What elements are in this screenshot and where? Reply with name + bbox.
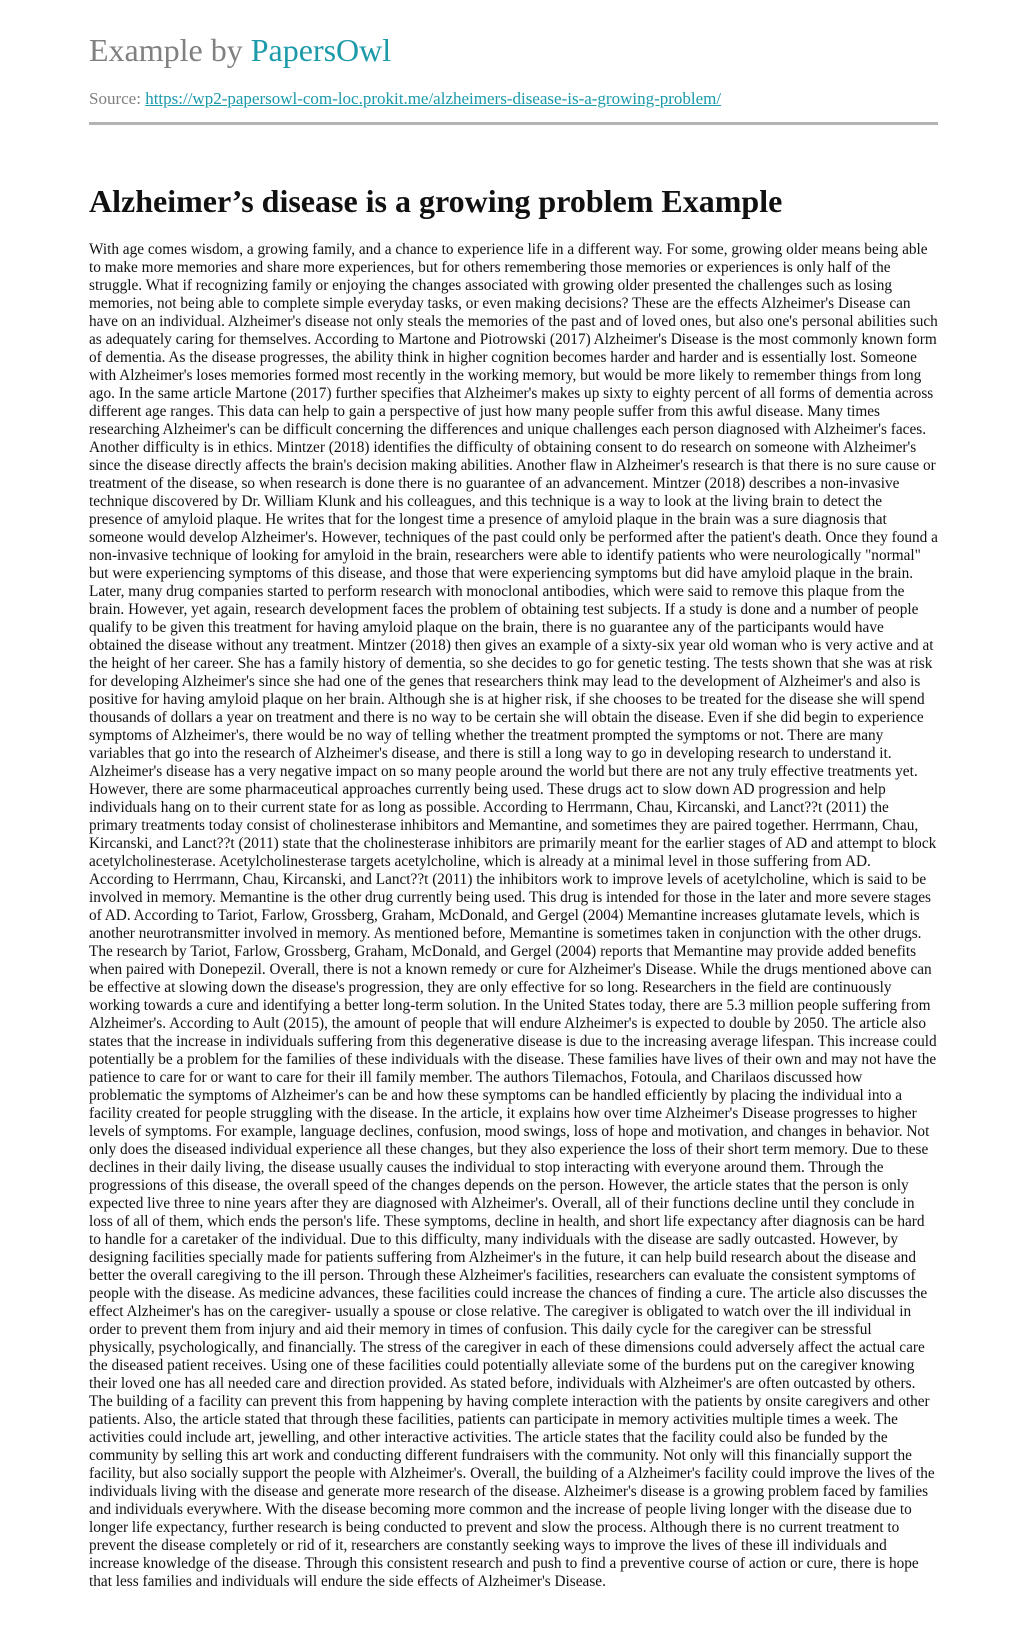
source-label: Source:: [89, 89, 146, 108]
brand-prefix: Example by: [89, 32, 251, 68]
article-body: With age comes wisdom, a growing family, and a chance to experience life in a different way. For some, growing older means being able to make more memories and share more experiences, but for others remembering those memories or experiences is only half of the struggle. What if recognizing family or enjoying the changes associated with growing older presented the challenges such as losing memories, not being able to complete simple everyday tasks, or even making decisions? These are the effects Alzheimer's Disease can have on an individual. Alzheimer's disease not only steals the memories of the past and of loved ones, but also one's personal abilities such as adequately caring for themselves. According to Martone and Piotrowski (2017) Alzheimer's Disease is the most commonly known form of dementia. As the disease progresses, the ability think in higher cognition becomes harder and harder and is essentially lost. Someone with Alzheimer's loses memories formed most recently in the working memory, but would be more likely to remember things from long ago. In the same article Martone (2017) further specifies that Alzheimer's makes up sixty to eighty percent of all forms of dementia across different age ranges. This data can help to gain a perspective of just how many people suffer from this awful disease. Many times researching Alzheimer's can be difficult concerning the differences and unique challenges each person diagnosed with Alzheimer's faces. Another difficulty is in ethics. Mintzer (2018) identifies the difficulty of obtaining consent to do research on someone with Alzheimer's since the disease directly affects the brain's decision making abilities. Another flaw in Alzheimer's research is that there is no sure cause or treatment of the disease, so when research is done there is no guarantee of an advancement. Mintzer (2018) describes a non-invasive technique discovered by Dr. William Klunk and his colleagues, and this technique is a way to look at the living brain to detect the presence of amyloid plaque. He writes that for the longest time a presence of amyloid plaque in the brain was a sure diagnosis that someone would develop Alzheimer's. However, techniques of the past could only be performed after the patient's death. Once they found a non-invasive technique of looking for amyloid in the brain, researchers were able to identify patients who were neurologically "normal" but were experiencing symptoms of this disease, and those that were experiencing symptoms but did have amyloid plaque in the brain. Later, many drug companies started to perform research with monoclonal antibodies, which were said to remove this plaque from the brain. However, yet again, research development faces the problem of obtaining test subjects. If a study is done and a number of people qualify to be given this treatment for having amyloid plaque on the brain, there is no guarantee any of the participants would have obtained the disease without any treatment. Mintzer (2018) then gives an example of a sixty-six year old woman who is very active and at the height of her career. She has a family history of dementia, so she decides to go for genetic testing. The tests shown that she was at risk for developing Alzheimer's since she had one of the genes that researchers think may lead to the development of Alzheimer's and also is positive for having amyloid plaque on her brain. Although she is at higher risk, if she chooses to be treated for the disease she will spend thousands of dollars a year on treatment and there is no way to be certain she will obtain the disease. Even if she did begin to experience symptoms of Alzheimer's, there would be no way of telling whether the treatment prompted the symptoms or not. There are many variables that go into the research of Alzheimer's disease, and there is still a long way to go in developing research to understand it. Alzheimer's disease has a very negative impact on so many people around the world but there are not any truly effective treatments yet. However, there are some pharmaceutical approaches currently being used. These drugs act to slow down AD progression and help individuals hang on to their current state for as long as possible. According to Herrmann, Chau, Kircanski, and Lanct??t (2011) the primary treatments today consist of cholinesterase inhibitors and Memantine, and sometimes they are paired together. Herrmann, Chau, Kircanski, and Lanct??t (2011) state that the cholinesterase inhibitors are primarily meant for the earlier stages of AD and attempt to block acetylcholinesterase. Acetylcholinesterase targets acetylcholine, which is already at a minimal level in those suffering from AD. According to Herrmann, Chau, Kircanski, and Lanct??t (2011) the inhibitors work to improve levels of acetylcholine, which is said to be involved in memory. Memantine is the other drug currently being used. This drug is intended for those in the later and more severe stages of AD. According to Tariot, Farlow, Grossberg, Graham, McDonald, and Gergel (2004) Memantine increases glutamate levels, which is another neurotransmitter involved in memory. As mentioned before, Memantine is sometimes taken in conjunction with the other drugs. The research by Tariot, Farlow, Grossberg, Graham, McDonald, and Gergel (2004) reports that Memantine may provide added benefits when paired with Donepezil. Overall, there is not a known remedy or cure for Alzheimer's Disease. While the drugs mentioned above can be effective at slowing down the disease's progression, they are only effective for so long. Researchers in the field are continuously working towards a cure and identifying a better long-term solution. In the United States today, there are 5.3 million people suffering from Alzheimer's. According to Ault (2015), the amount of people that will endure Alzheimer's is expected to double by 2050. The article also states that the increase in individuals suffering from this degenerative disease is due to the increasing average lifespan. This increase could potentially be a problem for the families of these individuals with the disease. These families have lives of their own and may not have the patience to care for or want to care for their ill family member. The authors Tilemachos, Fotoula, and Charilaos discussed how problematic the symptoms of Alzheimer's can be and how these symptoms can be handled efficiently by placing the individual into a facility created for people struggling with the disease. In the article, it explains how over time Alzheimer's Disease progresses to higher levels of symptoms. For example, language declines, confusion, mood swings, loss of hope and motivation, and changes in behavior. Not only does the diseased individual experience all these changes, but they also experience the loss of their short term memory. Due to these declines in their daily living, the disease usually causes the individual to stop interacting with everyone around them. Through the progressions of this disease, the overall speed of the changes depends on the person. However, the article states that the person is only expected live three to nine years after they are diagnosed with Alzheimer's. Overall, all of their functions decline until they conclude in loss of all of them, which ends the person's life. These symptoms, decline in health, and short life expectancy after diagnosis can be hard to handle for a caretaker of the individual. Due to this difficulty, many individuals with the disease are sadly outcasted. However, by designing facilities specially made for patients suffering from Alzheimer's in the future, it can help build research about the disease and better the overall caregiving to the ill person. Through these Alzheimer's facilities, researchers can evaluate the consistent symptoms of people with the disease. As medicine advances, these facilities could increase the chances of finding a cure. The article also discusses the effect Alzheimer's has on the caregiver- usually a spouse or close relative. The caregiver is obligated to watch over the ill individual in order to prevent them from injury and aid their memory in times of confusion. This daily cycle for the caregiver can be stressful physically, psychologically, and financially. The stress of the caregiver in each of these dimensions could adversely affect the actual care the diseased patient receives. Using one of these facilities could potentially alleviate some of the burdens put on the caregiver knowing their loved one has all needed care and direction provided. As stated before, individuals with Alzheimer's are often outcasted by others. The building of a facility can prevent this from happening by having complete interaction with the patients by onsite caregivers and other patients. Also, the article stated that through these facilities, patients can participate in memory activities multiple times a week. The activities could include art, jewelling, and other interactive activities. The article states that the facility could also be funded by the community by selling this art work and conducting different fundraisers with the community. Not only will this financially support the facility, but also socially support the people with Alzheimer's. Overall, the building of a Alzheimer's facility could improve the lives of the individuals living with the disease and generate more research of the disease. Alzheimer's disease is a growing problem faced by families and individuals everywhere. With the disease becoming more common and the increase of people living longer with the disease due to longer life expectancy, further research is being conducted to prevent and slow the process. Although there is no current treatment to prevent the disease completely or rid of it, researchers are constantly seeking ways to improve the lives of these ill individuals and increase knowledge of the disease. Through this consistent research and push to find a preventive course of action or cure, there is hope that less families and individuals will endure the side effects of Alzheimer's Disease.: [89, 241, 938, 1590]
source-line: [89, 88, 721, 110]
brand-name-link[interactable]: PapersOwl: [250, 32, 392, 68]
source-url-link[interactable]: https://wp2-papersowl-com-loc.prokit.me/alzheimers-disease-is-a-growing-problem/: [145, 89, 722, 108]
article-title: Alzheimer’s disease is a growing problem Example: [89, 183, 783, 219]
header-divider: [89, 122, 938, 125]
document-page: [89, 0, 938, 1590]
brand-header: [89, 0, 938, 70]
